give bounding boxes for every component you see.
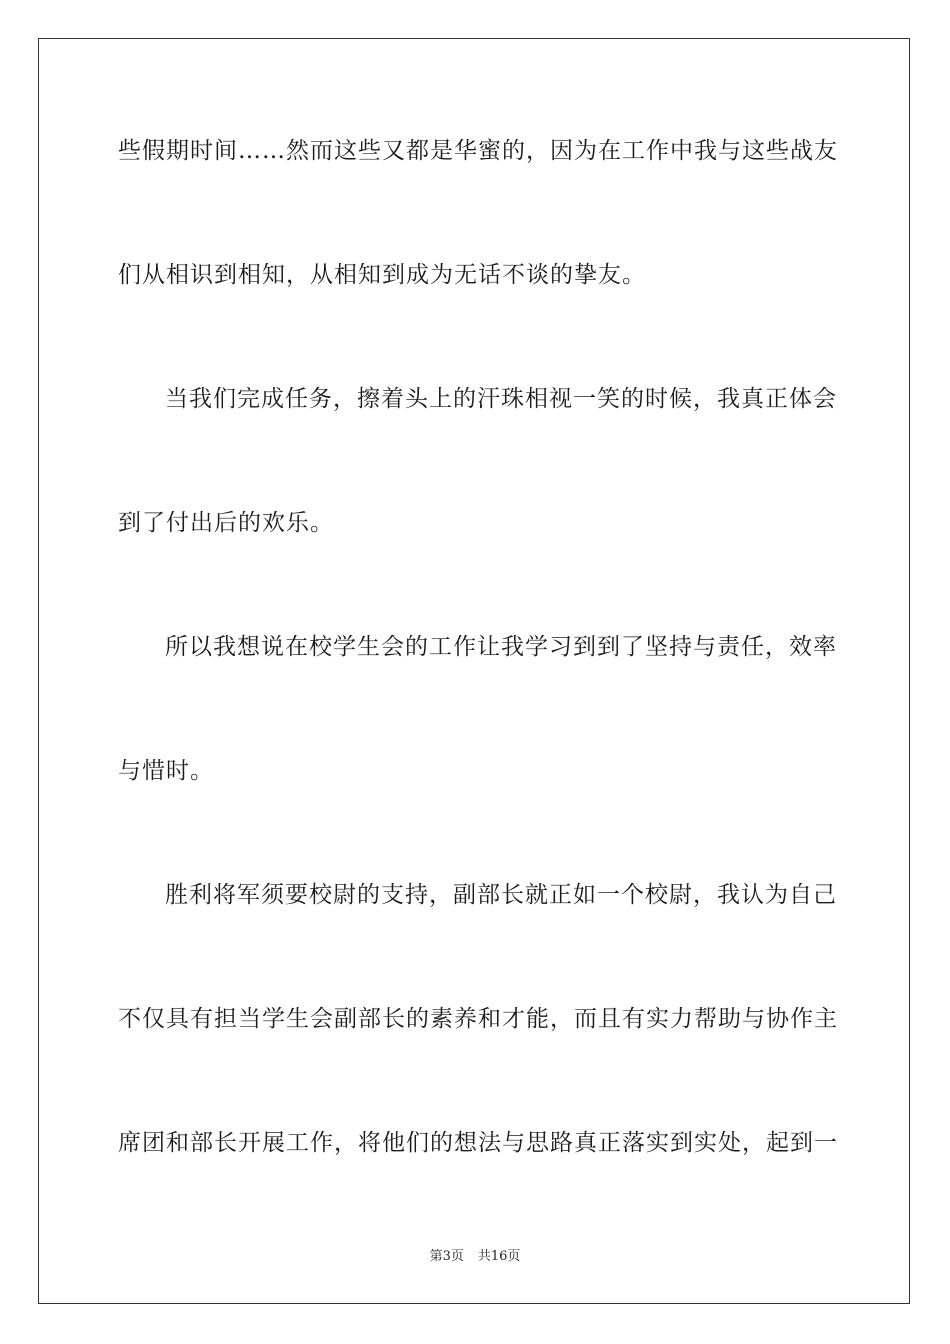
body-text-line: 胜利将军须要校尉的支持，副部长就正如一个校尉，我认为自己 [165, 882, 837, 908]
body-text-line: 所以我想说在校学生会的工作让我学习到到了坚持与责任，效率 [165, 634, 837, 660]
body-text-line: 到了付出后的欢乐。 [118, 510, 334, 536]
page-footer [0, 1249, 950, 1265]
page-number: 第3页 [429, 1249, 464, 1264]
body-text-line: 与惜时。 [118, 758, 214, 784]
body-text-line: 们从相识到相知，从相知到成为无话不谈的挚友。 [118, 262, 646, 288]
body-text-line: 不仅具有担当学生会副部长的素养和才能，而且有实力帮助与协作主 [118, 1006, 838, 1032]
body-text-line: 席团和部长开展工作，将他们的想法与思路真正落实到实处，起到一 [118, 1130, 838, 1156]
body-text-line: 些假期时间……然而这些又都是华蜜的，因为在工作中我与这些战友 [118, 138, 838, 164]
body-text-line: 当我们完成任务，擦着头上的汗珠相视一笑的时候，我真正体会 [165, 386, 837, 412]
page-total: 共16页 [477, 1249, 521, 1264]
page-border [38, 38, 910, 1304]
